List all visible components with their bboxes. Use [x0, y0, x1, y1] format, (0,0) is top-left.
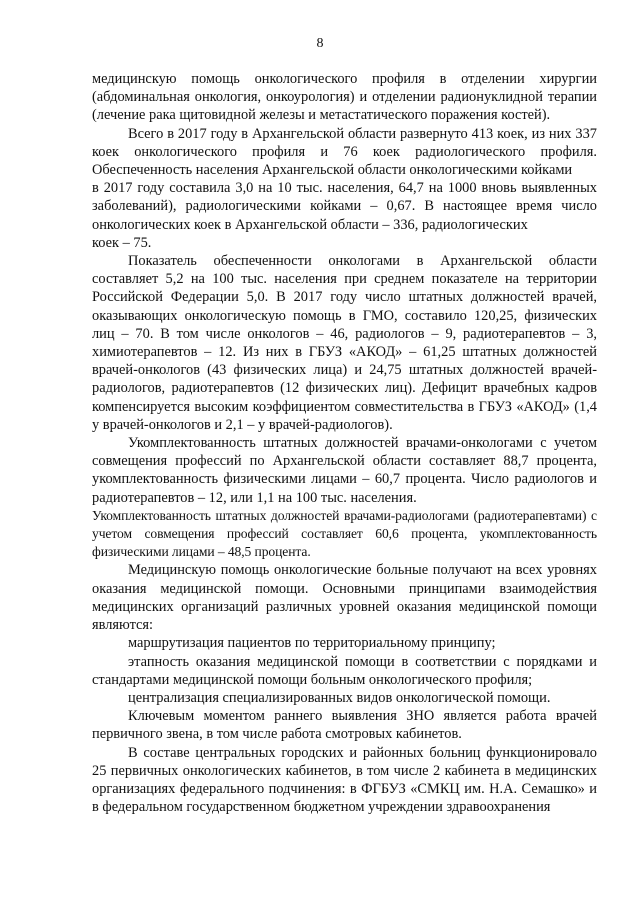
paragraph	[92, 507, 597, 562]
paragraph	[92, 561, 597, 634]
paragraph-line: Ключевым моментом раннего выявления ЗНО является работа врачей первичного звена, в том числе работа смотровых кабинетов.	[92, 708, 597, 743]
document-body	[92, 70, 597, 816]
list-item	[92, 689, 597, 707]
paragraph	[92, 70, 597, 125]
paragraph-line: Укомплектованность штатных должностей врачами-радиологами (радиотерапевтами) с учетом совмещения профессий составляет 60,6 процента, укомплектованность физическими лицами – 48,5 процента.	[92, 507, 597, 560]
page-number: 8	[316, 36, 324, 51]
paragraph	[92, 252, 597, 434]
paragraph-line: в 2017 году составила 3,0 на 10 тыс. населения, 64,7 на 1000 вновь выявленных заболеваний), радиологическими койками – 0,67. В настоящее время число онкологических коек в Архангельской области – 336, радиологических	[92, 180, 597, 233]
paragraph-line: В составе центральных городских и районных больниц функционировало 25 первичных онкологических кабинетов, в том числе 2 кабинета в медицинских организациях федерального подчинения: в ФГБУЗ «СМКЦ им. Н.А. Семашко» и в федеральном государственном бюджетном учреждении здравоохранения	[92, 744, 597, 816]
paragraph	[92, 125, 597, 252]
paragraph	[92, 707, 597, 743]
paragraph-line: Укомплектованность штатных должностей врачами-онкологами с учетом совмещения профессий по Архангельской области составляет 88,7 процента, укомплектованность физическими лицами – 60,7 процента. Число радиологов и радиотерапевтов – 12, или 1,1 на 100 тыс. населения.	[92, 435, 597, 506]
paragraph-line: медицинскую помощь онкологического профиля в отделении хирургии (абдоминальная онкология, онкоурология) и отделении радионуклидной терапии (лечение рака щитовидной железы и метастатического поражения костей).	[92, 71, 597, 124]
list-item-text: этапность оказания медицинской помощи в соответствии с порядками и стандартами медицинской помощи больным онкологического профиля;	[92, 653, 597, 688]
paragraph-line: коек – 75.	[92, 234, 152, 251]
paragraph-line: Медицинскую помощь онкологические больные получают на всех уровнях оказания медицинской помощи. Основными принципами взаимодействия медицинских организаций различных уровней оказания медицинской помощи являются:	[92, 562, 597, 634]
paragraph	[92, 434, 597, 507]
paragraph-line: Показатель обеспеченности онкологами в Архангельской области составляет 5,2 на 100 тыс. населения при среднем показателе на территории Российской Федерации 5,0. В 2017 году число штатных должностей врачей, оказывающих онкологическую помощь в ГМО, составило 120,25, физических лиц – 70. В том числе онкологов – 46, радиологов – 9, радиотерапевтов – 3, химиотерапевтов – 12. Из них в ГБУЗ «АКОД» – 61,25 штатных должностей врачей-онкологов (43 физических лица) и 24,75 штатных должностей врачей-радиологов, радиотерапевтов (12 физических лиц). Дефицит врачебных кадров компенсируется высоким коэффициентом совместительства в ГБУЗ «АКОД» (1,4 у врачей-онкологов и 2,1 – у врачей-радиологов).	[92, 253, 597, 433]
list-item-text: маршрутизация пациентов по территориальному принципу;	[128, 635, 496, 652]
paragraph-line: Всего в 2017 году в Архангельской области развернуто 413 коек, из них 337 коек онкологического профиля и 76 коек радиологического профиля. Обеспеченность населения Архангельской области онкологическими койками	[92, 125, 597, 179]
list-item-text: централизация специализированных видов онкологической помощи.	[128, 689, 551, 706]
list-item	[92, 634, 597, 652]
paragraph	[92, 744, 597, 817]
list-item	[92, 653, 597, 689]
